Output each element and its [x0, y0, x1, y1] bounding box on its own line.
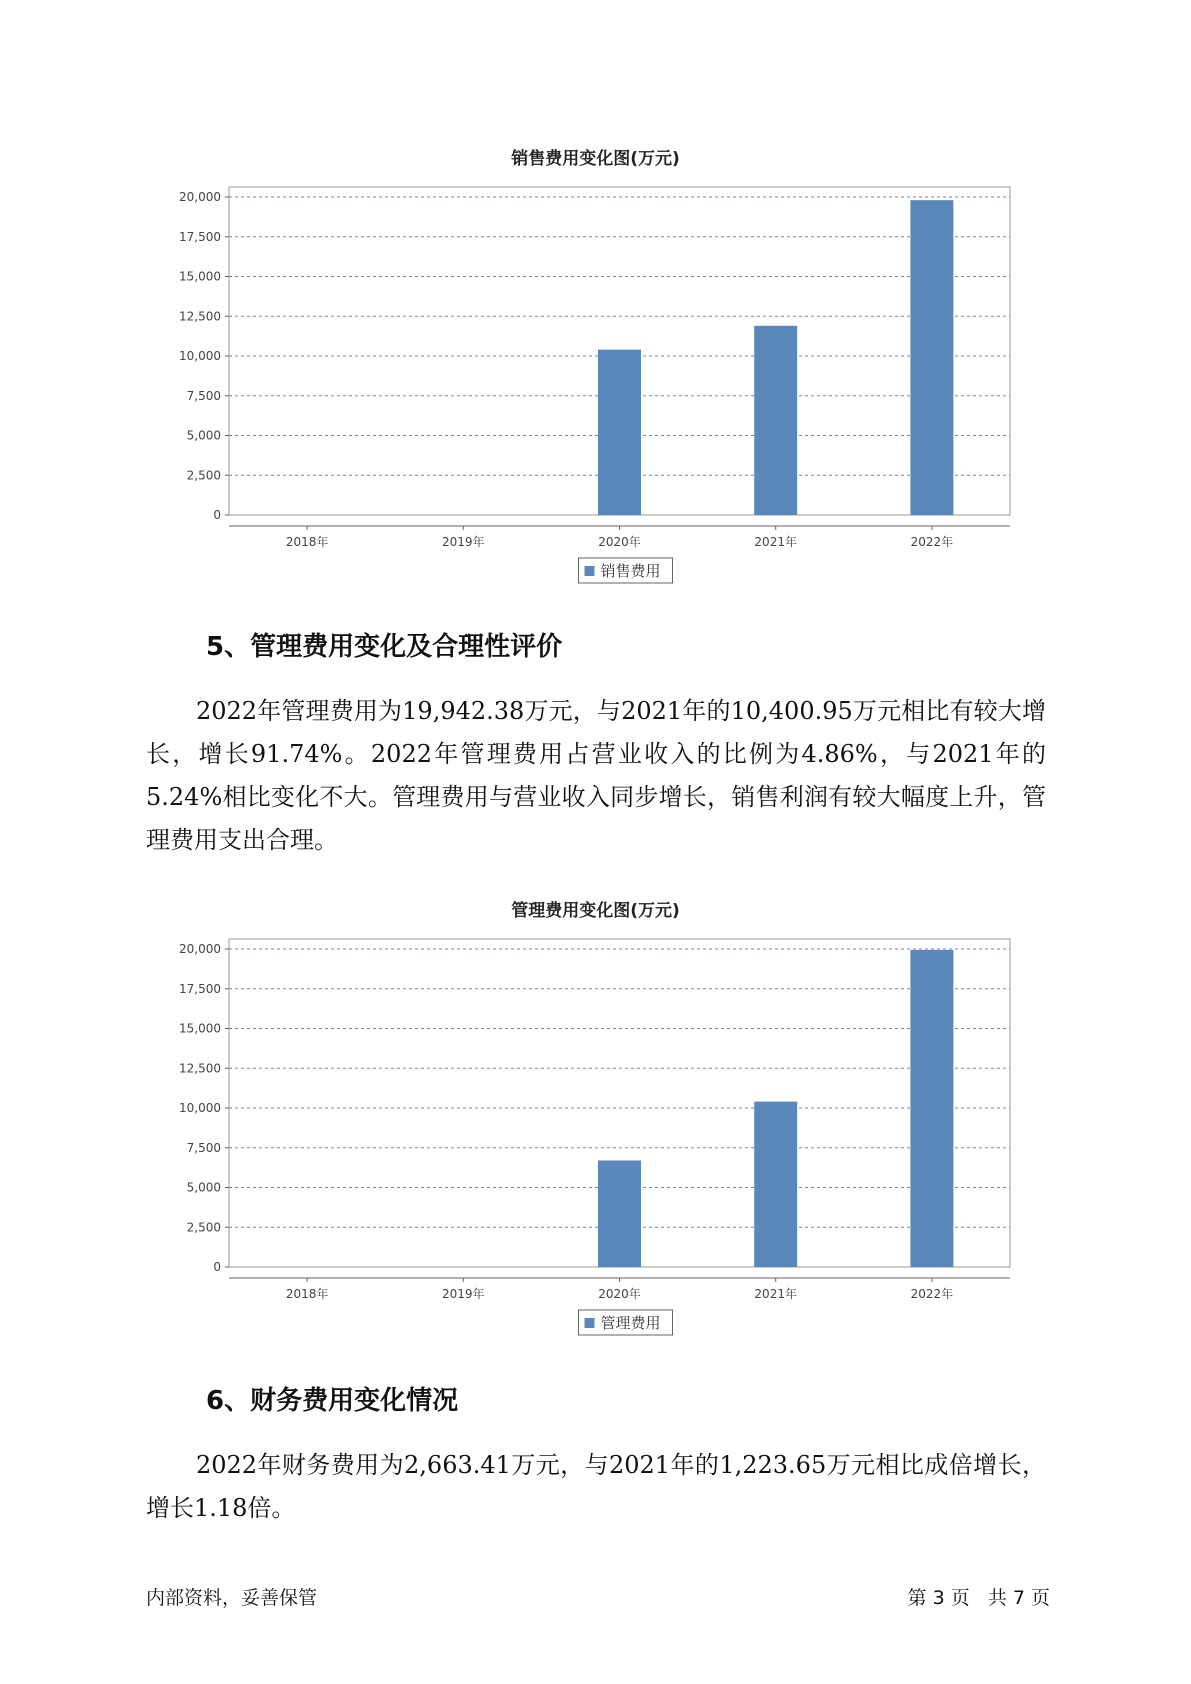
x-tick-label: 2018年	[285, 535, 329, 549]
y-tick-label: 2,500	[186, 468, 221, 483]
x-tick-label: 2021年	[754, 535, 797, 549]
footer-confidential-note: 内部资料，妥善保管	[146, 1587, 318, 1609]
y-tick-label: 5,000	[186, 1180, 221, 1195]
bar-2022年	[910, 950, 953, 1267]
legend-label: 管理费用	[600, 1314, 661, 1332]
x-tick-label: 2019年	[442, 535, 485, 549]
footer-page-number: 第 3 页 共 7 页	[907, 1587, 1050, 1609]
y-tick-label: 15,000	[179, 1021, 221, 1036]
y-tick-label: 20,000	[179, 190, 221, 204]
x-tick-label: 2019年	[442, 1287, 485, 1301]
y-tick-label: 12,500	[179, 1061, 221, 1076]
chart-title: 销售费用变化图(万元)	[511, 149, 680, 169]
legend-swatch	[585, 1318, 595, 1328]
x-tick-label: 2022年	[910, 1287, 954, 1301]
y-tick-label: 5,000	[186, 428, 221, 443]
x-tick-label: 2022年	[910, 535, 954, 549]
y-tick-label: 12,500	[179, 309, 221, 324]
y-tick-label: 10,000	[179, 349, 221, 363]
y-tick-label: 7,500	[186, 388, 221, 403]
x-tick-label: 2020年	[598, 535, 641, 549]
y-tick-label: 15,000	[179, 269, 221, 284]
y-tick-label: 10,000	[179, 1101, 221, 1115]
section-5-paragraph: 2022年管理费用为19,942.38万元，与2021年的10,400.95万元相比有较大增长，增长91.74%。2022年管理费用占营业收入的比例为4.86%，与2021年的5.24%相比变化不大。管理费用与营业收入同步增长，销售利润有较大幅度上升，管理费用支出合理。	[146, 697, 1046, 854]
legend-label: 销售费用	[600, 562, 661, 580]
x-tick-label: 2018年	[285, 1287, 329, 1301]
y-tick-label: 17,500	[179, 981, 221, 996]
y-tick-label: 0	[213, 508, 221, 522]
section-6-paragraph: 2022年财务费用为2,663.41万元，与2021年的1,223.65万元相比成倍增长，增长1.18倍。	[146, 1451, 1046, 1522]
bar-2021年	[754, 1102, 797, 1267]
y-tick-label: 17,500	[179, 229, 221, 244]
y-tick-label: 20,000	[179, 942, 221, 956]
section-5-heading: 5、管理费用变化及合理性评价	[206, 632, 563, 662]
section-6-heading: 6、财务费用变化情况	[206, 1386, 459, 1416]
y-tick-label: 0	[213, 1260, 221, 1274]
chart-title: 管理费用变化图(万元)	[511, 901, 680, 921]
x-tick-label: 2021年	[754, 1287, 797, 1301]
x-tick-label: 2020年	[598, 1287, 641, 1301]
y-tick-label: 7,500	[186, 1140, 221, 1155]
bar-2020年	[598, 1160, 641, 1267]
y-tick-label: 2,500	[186, 1220, 221, 1235]
